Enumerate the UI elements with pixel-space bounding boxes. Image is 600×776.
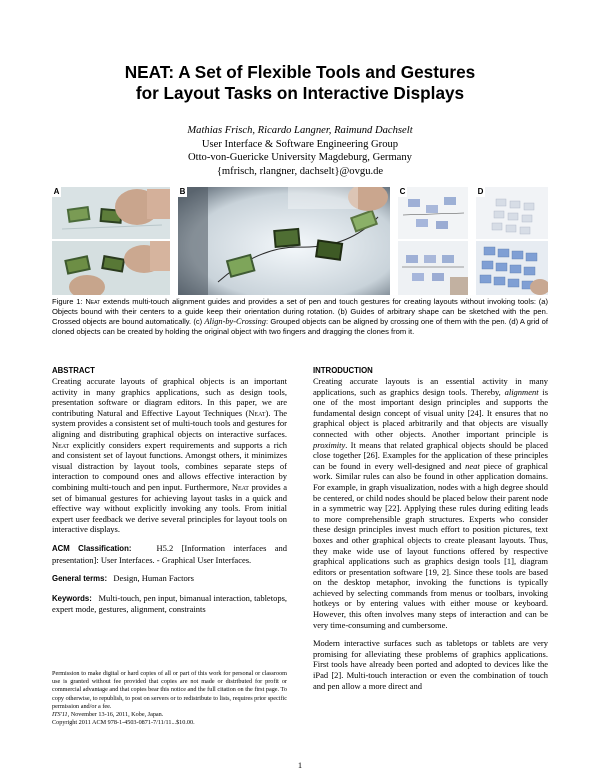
abstract-text: Creating accurate layouts of graphical objects is an important activity in many graphics applications, such as design tools, presentation software or diagram editors. In this paper, we are contributing Natural and Effective Layout Techniques (Neat). The system provides a consistent set of multi-touch tools and gestures for aligning and distributing graphical objects on interactive surfaces. Neat explicitly considers expert requirements and supports a rich and consistent set of layout functions. Amongst others, it minimizes visual distraction by layout tools, combines separate steps of interaction to compound ones and allows effective interaction by combining multi-touch and pen input. Furthermore, Neat provides a set of bimanual gestures for achieving layout tasks in a quick and effective way without explicitly invoking any tools. From initial expert user feedback we derive several principles for layout tools on interactive displays. xyxy=(52,376,288,535)
panel-letter-a: A xyxy=(53,187,60,196)
caption-italic: Align-by-Crossing xyxy=(204,317,266,326)
caption-text-2: : Grouped objects can be aligned by crossing one of them with the pen. (d) A grid of cloned objects can be created by holding the original object with two fingers and dragging the clones from it. xyxy=(52,317,548,336)
venue-line: ITS'11, November 13-16, 2011, Kobe, Japan. xyxy=(52,711,164,719)
author-university: Otto-von-Guericke University Magdeburg, Germany xyxy=(188,152,412,163)
copyright-notice xyxy=(52,670,287,727)
figure-panel-a xyxy=(52,187,170,295)
panel-a-photo xyxy=(52,187,170,295)
general-label: General terms: xyxy=(52,574,108,584)
general-text: Design, Human Factors xyxy=(113,573,194,584)
author-names: Mathias Frisch, Ricardo Langner, Raimund Dachselt xyxy=(187,125,413,136)
figure-panel-c xyxy=(398,187,468,295)
teaser-figure xyxy=(52,187,548,295)
abstract-heading: ABSTRACT xyxy=(52,366,95,375)
page-number: 1 xyxy=(297,760,303,770)
introduction-paragraph-2: Modern interactive surfaces such as tabletops or tablets are very promising for alleviating these problems of graphics applications. First tools have already been ported and adopted to devices like the iPad [2]. Multi-touch interaction or even the combination of touch and pen allow a more direct and xyxy=(313,638,548,691)
permission-text: Permission to make digital or hard copies of all or part of this work for personal or classroom use is granted without fee provided that copies are not made or distributed for profit or commercial advantage and that copies bear this notice and the full citation on the first page. To copy otherwise, to republish, to post on servers or to redistribute to lists, requires prior specific permission and/or a fee. xyxy=(52,670,287,710)
figure-panel-d xyxy=(476,187,548,295)
general-terms xyxy=(52,573,287,585)
introduction-heading: INTRODUCTION xyxy=(313,366,373,375)
title-line-2: for Layout Tasks on Interactive Displays xyxy=(135,83,465,103)
keywords xyxy=(52,593,287,615)
right-column xyxy=(313,366,548,691)
acm-text: H5.2 [Information interfaces and presentation]: User Interfaces. - Graphical User Interfaces. xyxy=(52,542,287,565)
panel-letter-d: D xyxy=(477,187,484,196)
keywords-text: Multi-touch, pen input, bimanual interaction, tabletops, expert mode, gestures, alignment, constraints xyxy=(52,592,287,615)
author-block xyxy=(100,124,500,178)
paper-title xyxy=(60,62,540,104)
keywords-label: Keywords: xyxy=(52,593,92,603)
title-line-1: NEAT: A Set of Flexible Tools and Gestures xyxy=(124,62,476,82)
panel-d-photo xyxy=(476,187,548,295)
acm-classification xyxy=(52,543,287,565)
author-emails: {mfrisch, rlangner, dachselt}@ovgu.de xyxy=(216,165,384,177)
caption-neat: Neat xyxy=(85,297,101,306)
figure-caption xyxy=(52,297,548,337)
introduction-paragraph-1: Creating accurate layouts is an essential activity in many applications, such as graphics design tools. Thereby, alignment is one of the most important design principles and supports the fundamental design concept of visual unity [24]. It ensures that no graphical object is placed arbitrarily and that objects are visually connected with other objects. Another important principle is proximity. It means that related graphical objects should be placed close together [26]. Examples for the application of these principles can be found in every well-designed and neat piece of graphical work. Similar rules can also be found in other application domains. For example, in graph visualization, nodes with a high degree should be centered, or child nodes should be placed below their parent node in a symmetric way [22]. Applying these rules during editing leads to more comprehensible graph structures. Experts who consider these design principles invest much effort to position pictures, text boxes and other graphical objects to create pleasant layouts. Thus, they make wide use of layout functions offered by respective graphical applications such as graphics design tools [1], diagram editors or presentation software [19, 2]. Since these tools are based on the desktop metaphor, invoking the functions is typically achieved by selecting commands from menus or toolbars, invoking hotkeys or by entering values with either mouse or keyboard. However, this often involves many steps of interaction and can be very time-consuming and cumbersome. xyxy=(313,376,549,630)
author-group: User Interface & Software Engineering Group xyxy=(201,138,399,150)
panel-c-photo xyxy=(398,187,468,295)
caption-label: Figure 1: xyxy=(52,297,83,306)
left-column xyxy=(52,366,287,615)
panel-letter-b: B xyxy=(179,187,186,196)
figure-panel-b xyxy=(178,187,390,295)
panel-letter-c: C xyxy=(399,187,406,196)
acm-label: ACM Classification: xyxy=(52,543,132,553)
caption-text-1: extends multi-touch alignment guides and provides a set of pen and touch gestures for creating layouts without invoking tools: (a) Objects bound with their centers to a guide keep their orientation during rotation. (b) Guides of arbitrary shape can be sketched with the pen. Crossed objects are bound automatically. (c) xyxy=(52,297,548,326)
panel-b-photo xyxy=(178,187,390,295)
copyright-line: Copyright 2011 ACM 978-1-4503-0871-7/11/11...$10.00. xyxy=(52,719,195,727)
